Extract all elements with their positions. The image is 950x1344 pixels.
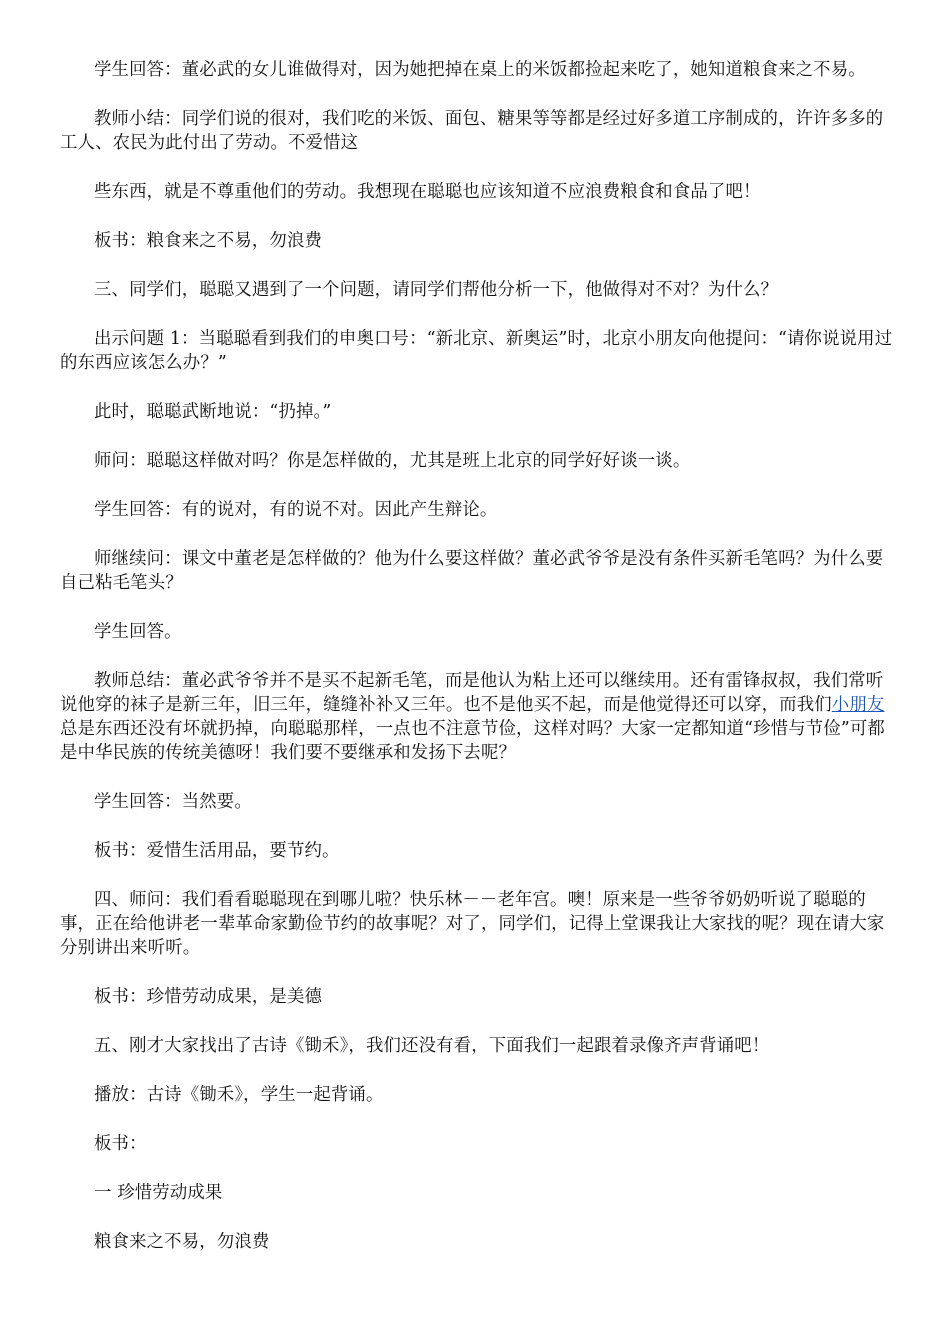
paragraph-congcong-says: 此时，聪聪武断地说：“扔掉。” (94, 402, 332, 422)
paragraph-section-five: 五、刚才大家找出了古诗《锄禾》，我们还没有看，下面我们一起跟着录像齐声背诵吧！ (94, 1036, 770, 1056)
paragraph-teacher-summary-1: 教师小结：同学们说的很对，我们吃的米饭、面包、糖果等等都是经过好多道工序制成的，许许多多的工人、农民为此付出了劳动。不爱惜这 (60, 109, 884, 153)
paragraph-question-1: 出示问题 1：当聪聪看到我们的申奥口号：“新北京、新奥运”时，北京小朋友向他提问：“请你说说用过的东西应该怎么办？” (60, 329, 893, 373)
paragraph-blackboard-heading: 板书： (94, 1134, 147, 1154)
paragraph-blackboard-item-1: 一 珍惜劳动成果 (94, 1183, 223, 1203)
paragraph-teacher-summary-1-cont: 些东西，就是不尊重他们的劳动。我想现在聪聪也应该知道不应浪费粮食和食品了吧！ (94, 182, 761, 202)
paragraph-teacher-conclusion (60, 669, 896, 765)
paragraph-play-poem: 播放：古诗《锄禾》，学生一起背诵。 (94, 1085, 384, 1105)
paragraph-teacher-continues: 师继续问：课文中董老是怎样做的？他为什么要这样做？董必武爷爷是没有条件买新毛笔吗？为什么要自己粘毛笔头？ (60, 549, 884, 593)
conclusion-text-after: 总是东西还没有坏就扔掉，向聪聪那样，一点也不注意节俭，这样对吗？大家一定都知道“珍惜与节俭”可都是中华民族的传统美德呀！我们要不要继承和发扬下去呢？ (60, 719, 885, 763)
paragraph-student-answer-4: 学生回答：当然要。 (94, 792, 252, 812)
paragraph-student-answer-2: 学生回答：有的说对，有的说不对。因此产生辩论。 (94, 500, 498, 520)
paragraph-blackboard-3: 板书：珍惜劳动成果，是美德 (94, 987, 323, 1007)
paragraph-student-answer-3: 学生回答。 (94, 622, 182, 642)
paragraph-blackboard-2: 板书：爱惜生活用品，要节约。 (94, 841, 340, 861)
paragraph-student-answer-1: 学生回答：董必武的女儿谁做得对，因为她把掉在桌上的米饭都捡起来吃了，她知道粮食来之不易。 (94, 60, 866, 80)
xiaopengyou-link[interactable]: 小朋友 (831, 695, 885, 715)
paragraph-blackboard-item-2: 粮食来之不易，勿浪费 (94, 1232, 270, 1252)
document-page (60, 58, 896, 1254)
conclusion-text-before: 教师总结：董必武爷爷并不是买不起新毛笔，而是他认为粘上还可以继续用。还有雷锋叔叔，我们常听说他穿的袜子是新三年，旧三年，缝缝补补又三年。也不是他买不起，而是他觉得还可以穿，而我们 (60, 671, 884, 715)
paragraph-section-four: 四、师问：我们看看聪聪现在到哪儿啦？快乐林－－老年宫。噢！原来是一些爷爷奶奶听说了聪聪的事，正在给他讲老一辈革命家勤俭节约的故事呢？对了，同学们，记得上堂课我让大家找的呢？现在请大家分别讲出来听听。 (60, 890, 885, 958)
paragraph-teacher-asks: 师问：聪聪这样做对吗？你是怎样做的，尤其是班上北京的同学好好谈一谈。 (94, 451, 691, 471)
paragraph-blackboard-1: 板书：粮食来之不易，勿浪费 (94, 231, 323, 251)
paragraph-section-three: 三、同学们，聪聪又遇到了一个问题，请同学们帮他分析一下，他做得对不对？为什么？ (94, 280, 779, 300)
